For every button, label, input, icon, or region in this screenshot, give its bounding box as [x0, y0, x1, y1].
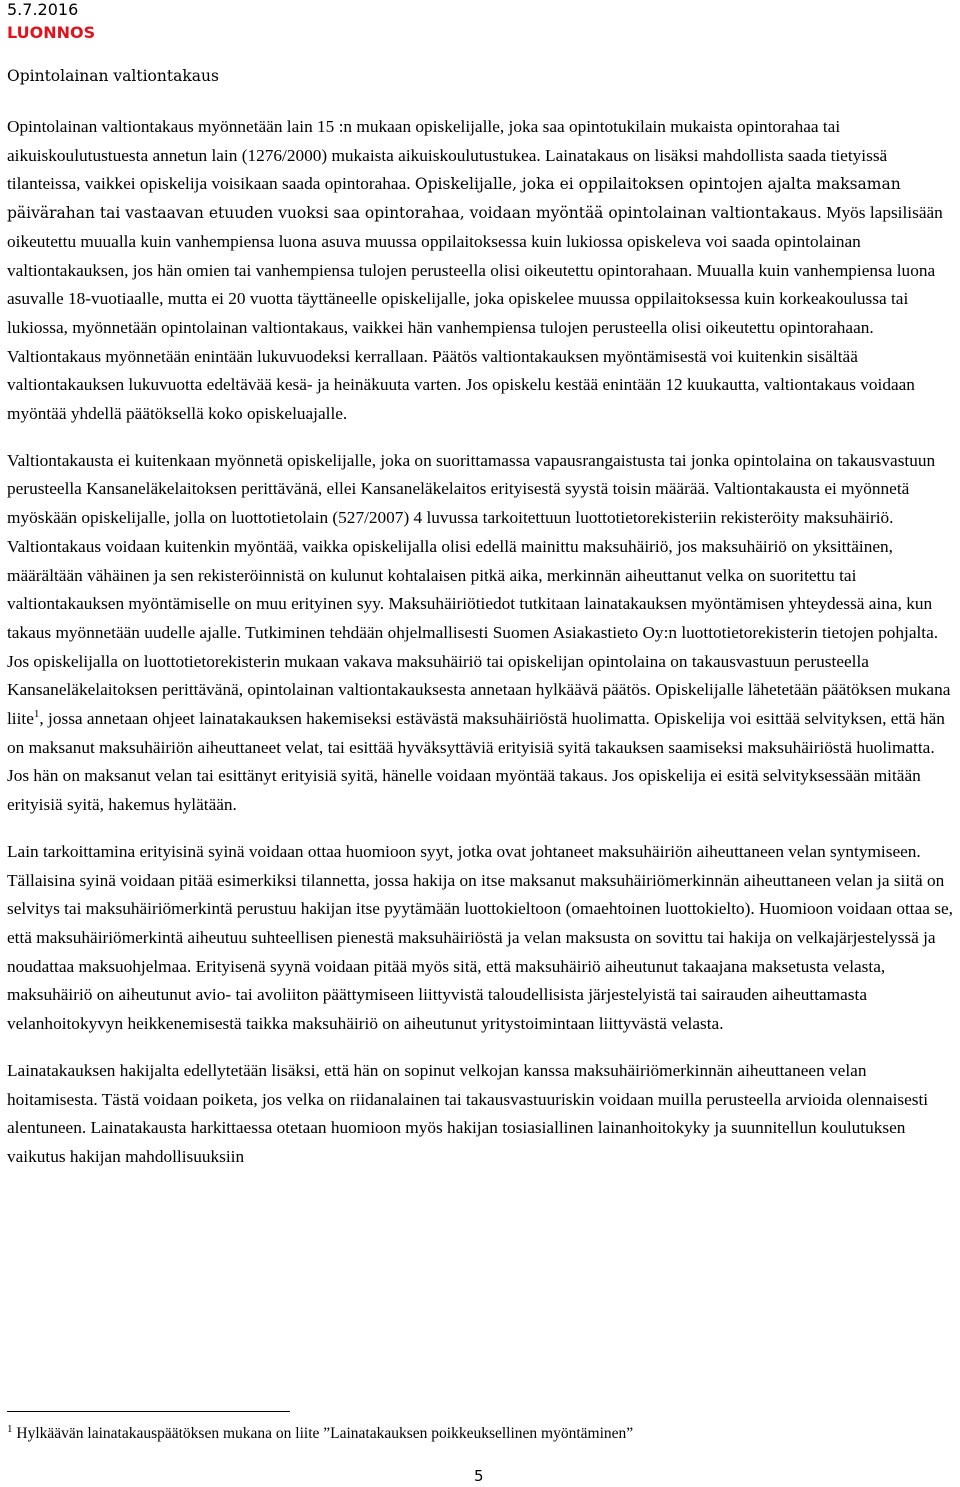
section-title: Opintolainan valtiontakaus: [7, 67, 219, 85]
footnote-text: Hylkäävän lainatakauspäätöksen mukana on liite ”Lainatakauksen poikkeuksellinen myöntäminen”: [12, 1425, 634, 1442]
paragraph-1-sentence-b: Opiskelijalle, joka ei oppilaitoksen opintojen ajalta maksaman päivärahan tai vastaavan etuuden vuoksi saa opintorahaa, voidaan myöntää opintolainan valtiontakaus.: [7, 175, 901, 223]
paragraph-1-sentence-a: Opintolainan valtiontakaus myönnetään lain 15 :n mukaan opiskelijalle, joka saa opintotukilain mukaista opintorahaa tai aikuiskoulutustuesta annetun lain (1276/2000) mukaista aikuiskoulutustukea. Lainatakaus on lisäksi mahdollista saada tietyissä tilanteissa, vaikkei opiskelija voisikaan saada opintorahaa.: [7, 117, 888, 194]
page-number: 5: [474, 1467, 484, 1485]
footnote-divider: [7, 1411, 290, 1412]
document-body: [7, 113, 954, 1190]
paragraph-1: [7, 113, 954, 429]
paragraph-2-part-a: Valtiontakausta ei kuitenkaan myönnetä opiskelijalle, joka on suorittamassa vapausrangaistusta tai jonka opintolaina on takausvastuun perusteella Kansaneläkelaitoksen perittävänä, ellei Kansaneläkelaitos erityisestä syystä toisin määrää. Valtiontakausta ei myönnetä myöskään opiskelijalle, jolla on luottotietolain (527/2007) 4 luvussa tarkoitettuun luottotietorekisteriin rekisteröity maksuhäiriö. Valtiontakaus voidaan kuitenkin myöntää, vaikka opiskelijalla olisi edellä mainittu maksuhäiriö, jos maksuhäiriö on yksittäinen, määrältään vähäinen ja sen rekisteröinnistä on kulunut kohtalaisen pitkä aika, merkinnän aiheuttanut velka on suoritettu tai valtiontakauksen myöntämiselle on muu erityinen syy. Maksuhäiriötiedot tutkitaan lainatakauksen myöntämisen yhteydessä aina, kun takaus myönnetään uudelle ajalle. Tutkiminen tehdään ohjelmallisesti Suomen Asiakastieto Oy:n luottotietorekisterin tietojen pohjalta. Jos opiskelijalla on luottotietorekisterin mukaan vakava maksuhäiriö tai opiskelijan opintolaina on takausvastuun perusteella Kansaneläkelaitoksen perittävänä, opintolainan valtiontakauksesta annetaan hylkäävä päätös. Opiskelijalle lähetetään päätöksen mukana liite: [7, 450, 951, 729]
footnote-reference[interactable]: 1: [33, 708, 40, 721]
paragraph-1-sentence-c: Myös lapsilisään oikeutettu muualla kuin vanhempiensa luona asuva muussa oppilaitoksessa kuin lukiossa opiskeleva voi saada opintolainan valtiontakauksen, jos hän omien tai vanhempiensa tulojen perusteella olisi oikeutettu opintorahaan. Muualla kuin vanhempiensa luona asuvalle 18-vuotiaalle, mutta ei 20 vuotta täyttäneelle opiskelijalle, joka opiskelee muussa oppilaitoksessa kuin korkeakoulussa tai lukiossa, myönnetään opintolainan valtiontakaus, vaikkei hän vanhempiensa tulojen perusteella olisi oikeutettu opintorahaan. Valtiontakaus myönnetään enintään lukuvuodeksi kerrallaan. Päätös valtiontakauksen myöntämisestä voi kuitenkin sisältää valtiontakauksen lukuvuotta edeltävää kesä- ja heinäkuuta varten. Jos opiskelu kestää enintään 12 kuukautta, valtiontakaus voidaan myöntää yhdellä päätöksellä koko opiskeluajalle.: [7, 203, 943, 424]
paragraph-2-part-b: , jossa annetaan ohjeet lainatakauksen hakemiseksi estävästä maksuhäiriöstä huolimatta. Opiskelija voi esittää selvityksen, että hän on maksanut maksuhäiriön aiheuttaneet velat, tai esittää hyväksyttäviä erityisiä syitä takauksen saamiseksi maksuhäiriöstä huolimatta. Jos hän on maksanut velan tai esittänyt erityisiä syitä, hänelle voidaan myöntää takaus. Jos opiskelija ei esitä selvityksessään mitään erityisiä syitä, hakemus hylätään.: [7, 709, 945, 815]
draft-status-label: LUONNOS: [7, 23, 96, 42]
footnote: [7, 1424, 633, 1444]
paragraph-4: Lainatakauksen hakijalta edellytetään lisäksi, että hän on sopinut velkojan kanssa maksuhäiriömerkinnän aiheuttaneen velan hoitamisesta. Tästä voidaan poiketa, jos velka on riidanalainen tai takausvastuuriskin voidaan muilla perusteella arvioida olennaisesti alentuneen. Lainatakausta harkittaessa otetaan huomioon myös hakijan tosiasiallinen lainanhoitokyky ja suunnitellun koulutuksen vaikutus hakijan mahdollisuuksiin: [7, 1060, 929, 1166]
paragraph-2: [7, 447, 954, 820]
footnote-number: 1: [7, 1422, 13, 1435]
paragraph-3: Lain tarkoittamina erityisinä syinä voidaan ottaa huomioon syyt, jotka ovat johtaneet maksuhäiriön aiheuttaneen velan syntymiseen. Tällaisina syinä voidaan pitää esimerkiksi tilannetta, jossa hakija on itse maksanut maksuhäiriömerkinnän aiheuttaneen velan ja siitä on selvitys tai maksuhäiriömerkintä perustuu hakijan itse pyytämään luottokieltoon (omaehtoinen luottokielto). Huomioon voidaan ottaa se, että maksuhäiriömerkintä aiheutuu suhteellisen pienestä maksuhäiriöstä ja velan maksusta on sovittu tai hakija on velkajärjestelyssä ja noudattaa maksuohjelmaa. Erityisenä syynä voidaan pitää myös sitä, että maksuhäiriö aiheutunut takaajana maksetusta velasta, maksuhäiriö on aiheutunut avio- tai avoliiton päättymiseen liittyvistä taloudellisista järjestelyistä tai sairauden aiheuttamasta velanhoitokyvyn heikkenemisestä taikka maksuhäiriö on aiheutunut yritystoimintaan liittyvästä velasta.: [7, 841, 953, 1034]
document-date: 5.7.2016: [7, 0, 79, 19]
